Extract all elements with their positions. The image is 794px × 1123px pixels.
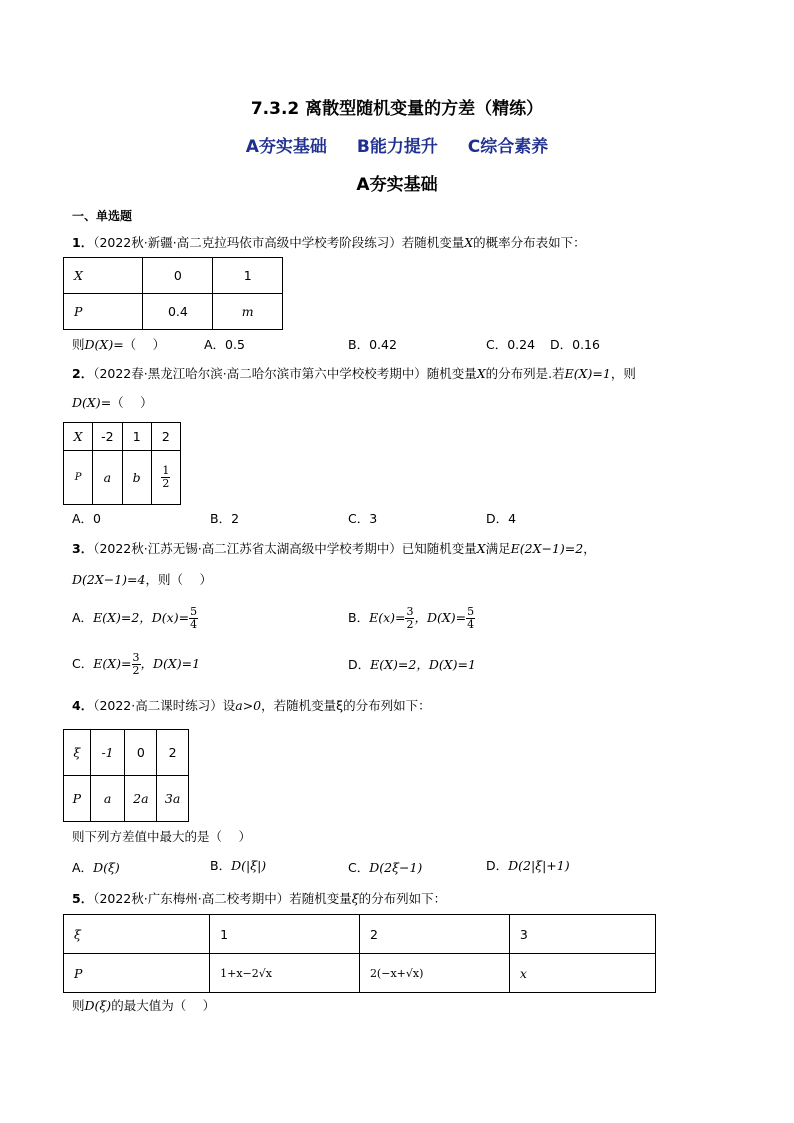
question-4-number: 4．: [72, 698, 94, 713]
table-cell: 3a: [157, 776, 189, 822]
table-cell: b: [122, 451, 151, 505]
option-expr: D(2|ξ|+1): [508, 858, 570, 873]
question-3-option-b[interactable]: [348, 606, 475, 631]
question-5-table: [63, 914, 656, 993]
option-letter: C．: [72, 656, 94, 671]
question-4-text: （2022·高二课时练习）设: [93, 698, 236, 713]
option-expr: E(X)=2，D(x)=: [93, 610, 190, 625]
table-cell: 1+x−2√x: [210, 954, 360, 993]
question-1-option-b[interactable]: B．0.42: [348, 337, 397, 352]
question-3-number: 3．: [72, 541, 94, 556]
question-2-text2: 的分布列是.若: [485, 366, 565, 381]
table-cell: 2: [151, 423, 180, 451]
question-3-var: X: [476, 541, 486, 556]
numerator: 1: [162, 464, 170, 477]
table-cell: 0.4: [143, 294, 213, 330]
question-3-condition-2: D(2X−1)=4: [72, 572, 146, 587]
question-1-stem: [72, 233, 586, 251]
question-1-number: 1．: [72, 235, 94, 250]
table-cell: P: [64, 294, 143, 330]
ask-suffix: 的最大值为（ ）: [111, 998, 216, 1013]
table-cell: m: [213, 294, 283, 330]
question-3-option-d[interactable]: [348, 655, 476, 673]
question-3-ask: ，则（ ）: [145, 572, 212, 587]
question-5-number: 5．: [72, 891, 94, 906]
fraction: [189, 606, 198, 631]
question-4-option-a[interactable]: [72, 858, 120, 876]
question-5-text: （2022秋·广东梅州·高二校考期中）若随机变量: [93, 891, 352, 906]
level-a-label: A夯实基础: [245, 137, 327, 157]
question-5-text2: 的分布列如下：: [358, 891, 447, 906]
denominator: 4: [467, 618, 475, 631]
question-2-option-c[interactable]: C．3: [348, 511, 378, 526]
question-2-ask: [72, 393, 153, 411]
question-4-option-b[interactable]: [210, 856, 266, 874]
question-2-condition: E(X)=1: [564, 366, 611, 381]
ask-prefix: 则: [72, 337, 85, 352]
numerator: 3: [132, 651, 140, 664]
fraction: [132, 652, 141, 677]
table-cell: P: [64, 954, 210, 993]
question-4-stem: [72, 696, 431, 714]
fraction: [466, 606, 475, 631]
question-2-stem: [72, 364, 636, 382]
denominator: 2: [162, 477, 170, 490]
denominator: 2: [406, 618, 414, 631]
level-links: [0, 132, 794, 157]
table-cell: ξ: [64, 915, 210, 954]
option-expr: D(|ξ|): [231, 858, 267, 873]
table-cell: X: [64, 423, 93, 451]
table-cell: 0: [143, 258, 213, 294]
question-2-text3: ，则: [610, 366, 636, 381]
option-expr: D(ξ): [93, 860, 120, 875]
question-3-text2: 满足: [485, 541, 511, 556]
question-4-option-d[interactable]: [486, 856, 570, 874]
question-1-text2: 的概率分布表如下：: [473, 235, 586, 250]
question-2-option-a[interactable]: A．0: [72, 511, 102, 526]
question-1-var: X: [464, 235, 474, 250]
table-cell: -2: [93, 423, 122, 451]
ask-expr: D(X): [84, 337, 114, 352]
ask-suffix: =（ ）: [113, 337, 166, 352]
question-2-option-b[interactable]: B．2: [210, 511, 240, 526]
ask-prefix: 则: [72, 998, 85, 1013]
question-4-text2: ，若随机变量ξ的分布列如下：: [261, 698, 431, 713]
option-expr: E(X)=2，D(X)=1: [370, 657, 476, 672]
table-cell: [151, 451, 180, 505]
numerator: 5: [467, 605, 475, 618]
ask-expr: D(ξ): [84, 998, 112, 1013]
option-expr: ，D(X)=: [414, 610, 467, 625]
table-cell: 3: [509, 915, 655, 954]
question-2-var: X: [476, 366, 486, 381]
table-cell: X: [64, 258, 143, 294]
question-5-stem: [72, 889, 446, 907]
option-expr: E(X)=: [93, 656, 132, 671]
table-cell: 1: [213, 258, 283, 294]
table-cell: 2a: [125, 776, 157, 822]
option-letter: D．: [486, 858, 509, 873]
part-heading: 一、单选题: [72, 209, 133, 223]
denominator: 2: [132, 664, 140, 677]
table-cell: x: [509, 954, 655, 993]
question-3-stem: 3．（2022秋·江苏无锡·高二江苏省太湖高级中学校考期中）已知随机变量X满足E(2X−1)=2，: [72, 541, 596, 556]
option-letter: B．: [348, 610, 370, 625]
question-3-line2: [72, 570, 212, 588]
table-cell: P: [64, 451, 93, 505]
question-3-condition: E(2X−1)=2: [510, 541, 584, 556]
question-5-ask: [72, 996, 215, 1014]
question-5-var: ξ: [351, 891, 359, 906]
question-4-ask: 则下列方差值中最大的是（ ）: [72, 829, 251, 844]
question-1-table: [63, 257, 283, 330]
table-cell: -1: [90, 730, 125, 776]
question-1-option-d[interactable]: D．0.16: [550, 337, 600, 352]
section-heading: A夯实基础: [356, 175, 438, 195]
option-letter: A．: [72, 610, 94, 625]
option-expr: D(2ξ−1): [369, 860, 423, 875]
question-3-option-c[interactable]: [72, 652, 200, 677]
question-2-number: 2．: [72, 366, 94, 381]
table-cell: ξ: [64, 730, 91, 776]
table-cell: 0: [125, 730, 157, 776]
option-expr: E(x)=: [369, 610, 406, 625]
question-1-text: （2022秋·新疆·高二克拉玛依市高级中学校考阶段练习）若随机变量: [93, 235, 465, 250]
question-1-ask: [72, 335, 165, 353]
table-cell: a: [90, 776, 125, 822]
table-cell: 2: [157, 730, 189, 776]
table-cell: P: [64, 776, 91, 822]
question-4-table: [63, 729, 189, 822]
option-letter: D．: [348, 657, 371, 672]
denominator: 4: [190, 618, 198, 631]
question-4-condition: a>0: [235, 698, 262, 713]
level-c-label: C综合素养: [467, 137, 549, 157]
question-2-option-d[interactable]: D．4: [486, 511, 517, 526]
option-letter: B．: [210, 858, 232, 873]
question-2-table: [63, 422, 181, 505]
table-cell: a: [93, 451, 122, 505]
question-2-text: （2022春·黑龙江哈尔滨·高二哈尔滨市第六中学校校考期中）随机变量: [93, 366, 477, 381]
question-4-option-c[interactable]: [348, 858, 422, 876]
page-title: 7.3.2 离散型随机变量的方差（精练）: [250, 99, 544, 119]
option-letter: A．: [72, 860, 94, 875]
ask-expr: D(X): [72, 395, 101, 410]
question-3-option-a[interactable]: [72, 606, 198, 631]
table-cell: 1: [210, 915, 360, 954]
ask-suffix: =（ ）: [100, 395, 153, 410]
level-b-label: B能力提升: [356, 137, 438, 157]
option-letter: C．: [348, 860, 370, 875]
option-expr: ，D(X)=1: [140, 656, 201, 671]
numerator: 5: [190, 605, 198, 618]
question-1-option-a[interactable]: A．0.5: [204, 337, 245, 352]
table-cell: 2: [359, 915, 509, 954]
table-cell: 1: [122, 423, 151, 451]
numerator: 3: [406, 605, 414, 618]
question-3-text: （2022秋·江苏无锡·高二江苏省太湖高级中学校考期中）已知随机变量: [93, 541, 477, 556]
question-1-option-c[interactable]: C．0.24: [486, 337, 536, 352]
table-cell: 2(−x+√x): [359, 954, 509, 993]
fraction: [161, 465, 170, 490]
